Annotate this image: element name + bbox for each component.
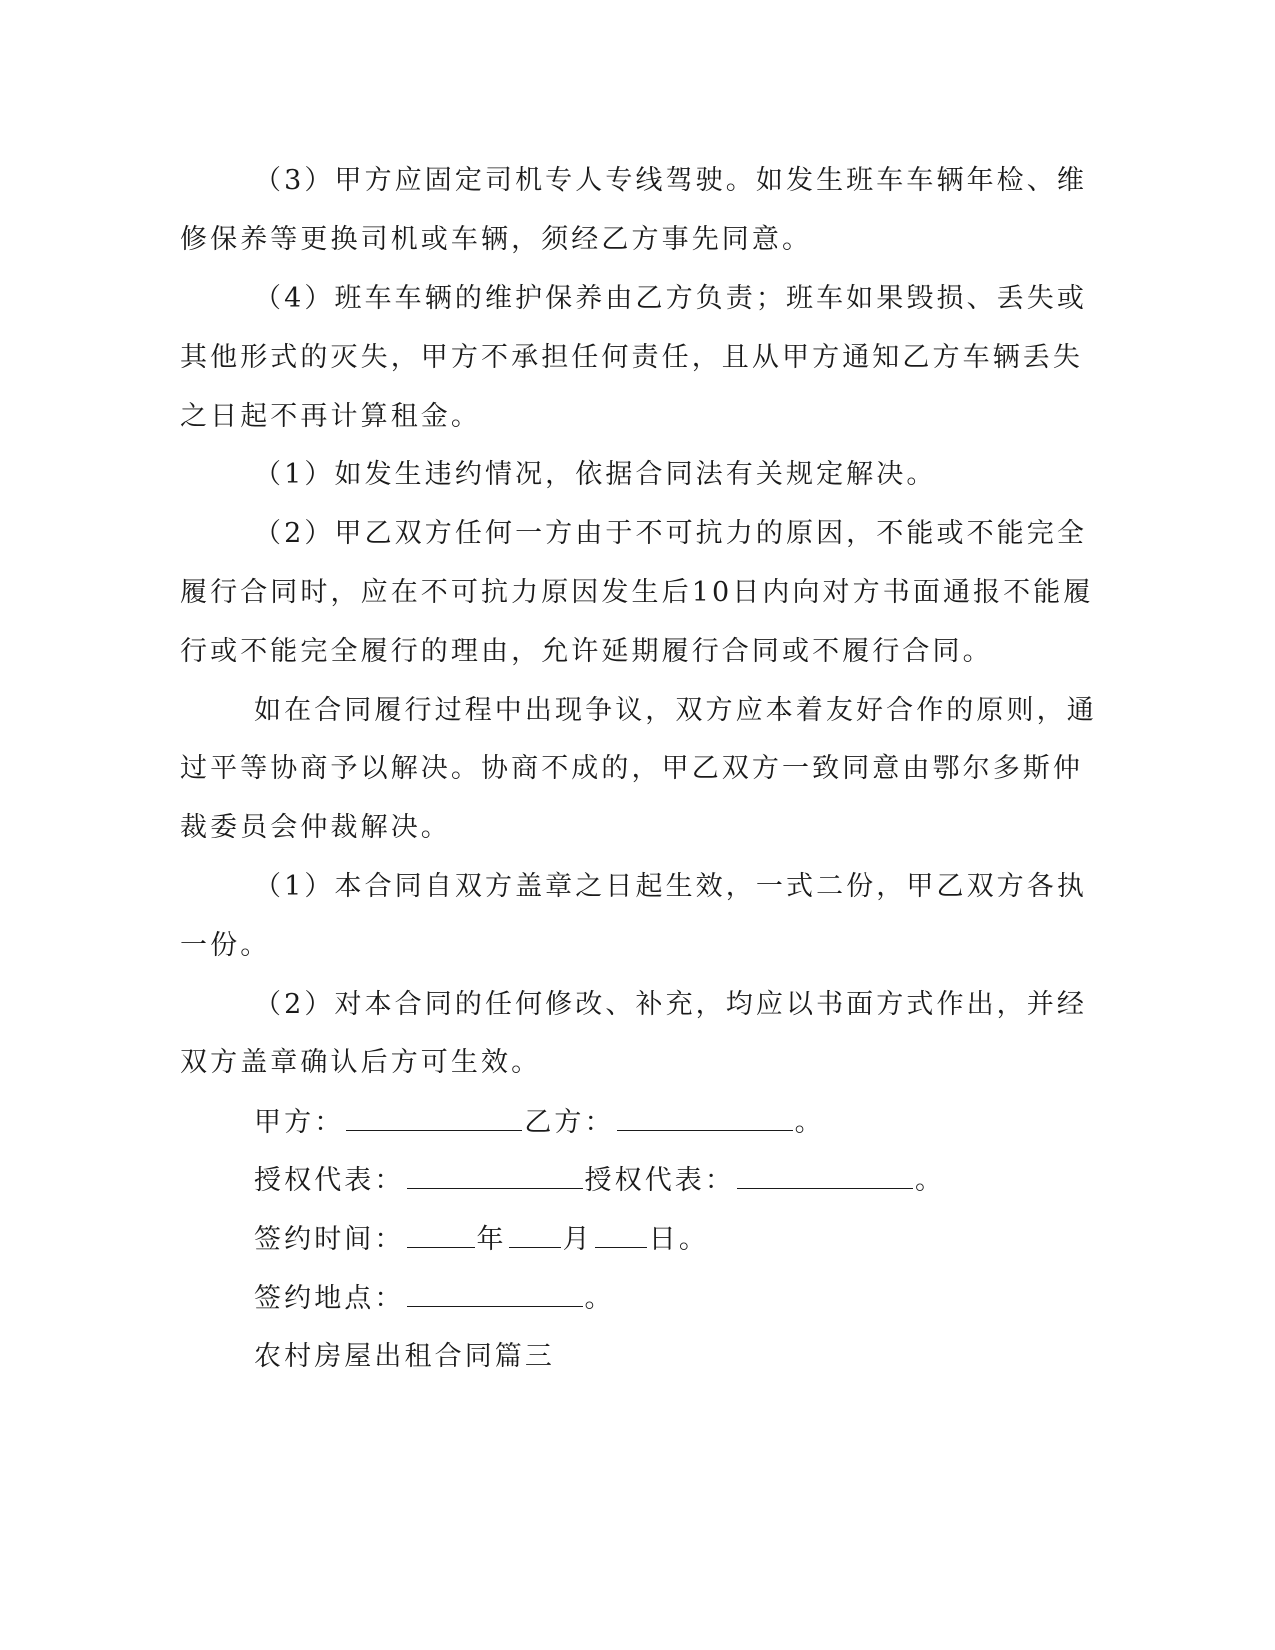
paragraph-4-line-1: （2）甲乙双方任何一方由于不可抗力的原因，不能或不能完全 — [254, 518, 1087, 549]
rep-a-label: 授权代表： — [254, 1165, 405, 1196]
paragraph-1-line-2: 修保养等更换司机或车辆，须经乙方事先同意。 — [180, 224, 813, 255]
paragraph-4-line-3: 行或不能完全履行的理由，允许延期履行合同或不履行合同。 — [180, 636, 993, 667]
paragraph-3-line-1: （1）如发生违约情况，依据合同法有关规定解决。 — [254, 459, 937, 490]
paragraph-2-line-1: （4）班车车辆的维护保养由乙方负责；班车如果毁损、丢失或 — [254, 283, 1087, 314]
party-a-blank[interactable] — [346, 1108, 522, 1131]
year-blank[interactable] — [407, 1225, 475, 1248]
paragraph-6-line-2: 一份。 — [180, 930, 271, 961]
party-a-label: 甲方： — [254, 1107, 345, 1138]
place-label: 签约地点： — [254, 1283, 405, 1314]
rep-b-label: 授权代表： — [584, 1165, 735, 1196]
place-end: 。 — [584, 1283, 615, 1314]
day-blank[interactable] — [595, 1225, 647, 1248]
paragraph-5-line-3: 裁委员会仲裁解决。 — [180, 812, 451, 843]
paragraph-7-line-2: 双方盖章确认后方可生效。 — [180, 1047, 542, 1078]
month-label: 月 — [562, 1224, 593, 1255]
section-heading: 农村房屋出租合同篇三 — [254, 1341, 555, 1372]
paragraph-1-line-1: （3）甲方应固定司机专人专线驾驶。如发生班车车辆年检、维 — [254, 165, 1087, 196]
paragraph-5-line-2: 过平等协商予以解决。协商不成的，甲乙双方一致同意由鄂尔多斯仲 — [180, 753, 1083, 784]
date-label: 签约时间： — [254, 1224, 405, 1255]
signature-representatives-line — [254, 1164, 945, 1198]
signature-parties-line — [254, 1106, 825, 1140]
year-label: 年 — [476, 1224, 507, 1255]
paragraph-5-line-1: 如在合同履行过程中出现争议，双方应本着友好合作的原则，通 — [254, 695, 1097, 726]
paragraph-2-line-3: 之日起不再计算租金。 — [180, 401, 481, 432]
rep-a-blank[interactable] — [407, 1166, 583, 1189]
party-b-label: 乙方： — [524, 1107, 615, 1138]
signature-date-line — [254, 1223, 709, 1257]
day-label: 日。 — [648, 1224, 709, 1255]
party-end: 。 — [794, 1107, 825, 1138]
place-blank[interactable] — [407, 1284, 583, 1307]
signature-place-line — [254, 1282, 615, 1316]
month-blank[interactable] — [509, 1225, 561, 1248]
paragraph-2-line-2: 其他形式的灭失，甲方不承担任何责任，且从甲方通知乙方车辆丢失 — [180, 342, 1083, 373]
paragraph-4-line-2: 履行合同时，应在不可抗力原因发生后10日内向对方书面通报不能履 — [180, 577, 1094, 608]
party-b-blank[interactable] — [617, 1108, 793, 1131]
paragraph-7-line-1: （2）对本合同的任何修改、补充，均应以书面方式作出，并经 — [254, 989, 1087, 1020]
rep-b-blank[interactable] — [737, 1166, 913, 1189]
rep-end: 。 — [915, 1165, 946, 1196]
paragraph-6-line-1: （1）本合同自双方盖章之日起生效，一式二份，甲乙双方各执 — [254, 871, 1087, 902]
